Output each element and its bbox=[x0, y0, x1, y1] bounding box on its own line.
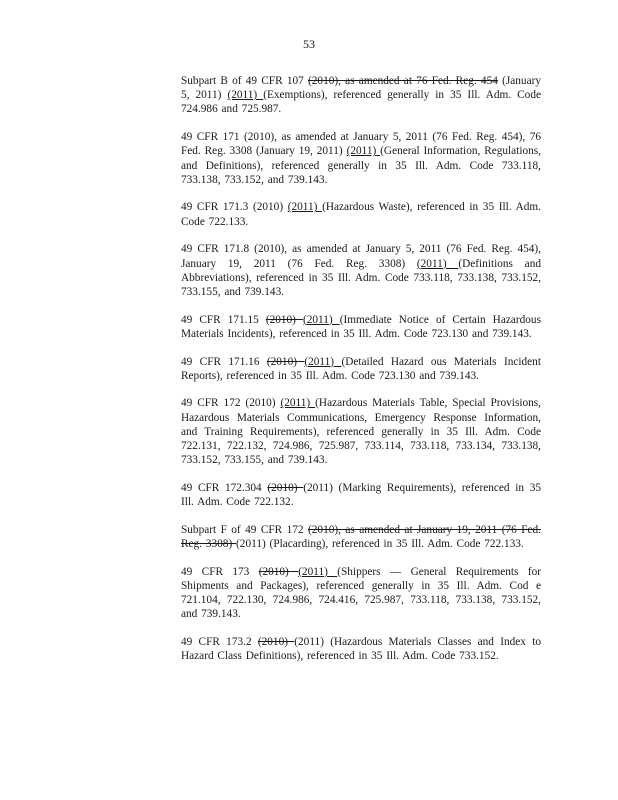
reference-entry bbox=[181, 74, 541, 117]
reference-entry bbox=[181, 130, 541, 187]
reference-entry bbox=[181, 242, 541, 299]
entry-text: (General Information, Regulations, and Definitions), referenced generally in 35 Ill. Adm. Code 733.118, 733.138, 733.152, and 739.143. bbox=[181, 145, 541, 186]
reference-entry bbox=[181, 396, 541, 467]
entry-text: 49 CFR 173.2 bbox=[181, 636, 258, 649]
entry-text: 49 CFR 172 (2010) bbox=[181, 397, 281, 410]
deleted-text: (2010), as amended at January 19, 2011 (76 Fed. Reg. 3308) bbox=[181, 523, 541, 551]
entry-text: 49 CFR 172.304 bbox=[181, 481, 268, 494]
entry-text: (2011) (Marking Requirements), referenced in 35 Ill. Adm. Code 722.132. bbox=[181, 481, 541, 509]
reference-list bbox=[181, 74, 541, 677]
inserted-text: (2011) bbox=[304, 355, 342, 368]
reference-entry bbox=[181, 313, 541, 341]
entry-text: 49 CFR 171.3 (2010) bbox=[181, 201, 288, 214]
entry-text: 49 CFR 171.16 bbox=[181, 355, 267, 368]
entry-text: (Exemptions), referenced generally in 35 Ill. Adm. Code 724.986 and 725.987. bbox=[181, 89, 541, 116]
deleted-text: (2010) bbox=[258, 565, 299, 578]
reference-entry bbox=[181, 481, 541, 509]
reference-entry bbox=[181, 355, 541, 383]
entry-text: (Detailed Hazard ous Materials Incident Reports), referenced in 35 Ill. Adm. Code 723.130 and 739.143. bbox=[181, 355, 541, 382]
entry-text: 49 CFR 171 (2010), as amended at January 5, 2011 (76 Fed. Reg. 454), 76 Fed. Reg. 3308 (January 19, 2011) bbox=[181, 131, 541, 158]
deleted-text: (2010), as amended at 76 Fed. Reg. 454 bbox=[308, 75, 498, 87]
inserted-text: (2011) bbox=[346, 145, 381, 158]
deleted-text: (2010) bbox=[257, 636, 295, 649]
reference-entry bbox=[181, 523, 541, 551]
entry-text: (Definitions and Abbreviations), referenced in 35 Ill. Adm. Code 733.118, 733.138, 733.152, 733.155, and 739.143. bbox=[181, 257, 541, 298]
entry-text: (Hazardous Waste), referenced in 35 Ill. Adm. Code 722.133. bbox=[181, 201, 542, 228]
deleted-text: (2010) bbox=[266, 355, 305, 368]
inserted-text: (2011) bbox=[280, 397, 316, 410]
entry-text: 49 CFR 173 bbox=[181, 565, 259, 578]
entry-text: (2011) (Placarding), referenced in 35 Ill. Adm. Code 722.133. bbox=[236, 538, 524, 551]
inserted-text: (2011) bbox=[416, 257, 459, 270]
entry-text: Subpart B of 49 CFR 107 bbox=[181, 75, 309, 87]
entry-text: Subpart F of 49 CFR 172 bbox=[181, 523, 309, 536]
entry-text: (January 5, 2011) bbox=[181, 75, 541, 102]
page-number: 53 bbox=[303, 37, 315, 51]
inserted-text: (2011) bbox=[298, 565, 338, 578]
inserted-text: (2011) bbox=[287, 201, 323, 214]
entry-text: (Hazardous Materials Table, Special Provisions, Hazardous Materials Communications, Emergency Response Information, and Training Requirements), referenced generally in 35 Ill. Adm. Code 722.131, 722.132, 724.986, 725.987, 733.114, 733.118, 733.134, 733.138, 733.152, 733.155, and 739.143. bbox=[181, 397, 541, 467]
inserted-text: (2011) bbox=[302, 313, 340, 326]
deleted-text: (2010) bbox=[267, 481, 304, 494]
entry-text: (Immediate Notice of Certain Hazardous Materials Incidents), referenced in 35 Ill. Adm. Code 723.130 and 739.143. bbox=[181, 313, 541, 340]
reference-entry bbox=[181, 635, 541, 663]
reference-entry bbox=[181, 200, 541, 228]
reference-entry bbox=[181, 565, 541, 622]
deleted-text: (2010) bbox=[265, 313, 303, 326]
entry-text: 49 CFR 171.8 (2010), as amended at January 5, 2011 (76 Fed. Reg. 454), January 19, 2011 (76 Fed. Reg. 3308) bbox=[181, 243, 541, 270]
entry-text: (Shippers — General Requirements for Shipments and Packages), referenced generally in 35 Ill. Adm. Cod e 721.104, 722.130, 724.986, 724.416, 725.987, 733.118, 733.138, 733.152, and 739.143. bbox=[181, 565, 541, 621]
inserted-text: (2011) bbox=[227, 89, 264, 102]
entry-text: 49 CFR 171.15 bbox=[181, 313, 266, 326]
entry-text: (2011) (Hazardous Materials Classes and Index to Hazard Class Definitions), referenced in 35 Ill. Adm. Code 733.152. bbox=[181, 636, 541, 663]
